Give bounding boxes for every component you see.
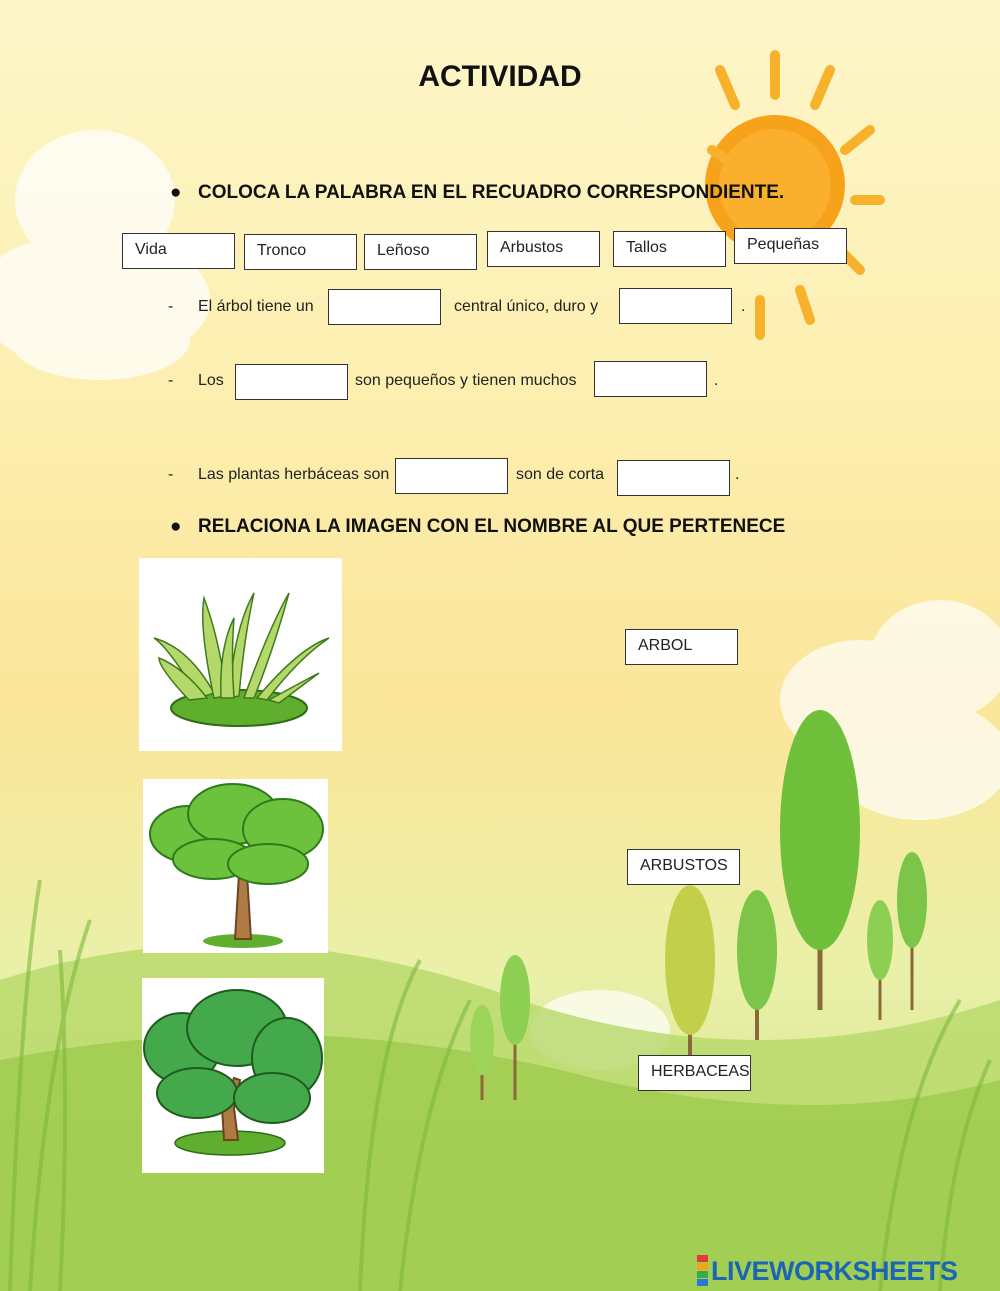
bullet-icon: ● bbox=[170, 516, 182, 537]
tree-icon bbox=[143, 779, 328, 953]
name-arbustos[interactable]: ARBUSTOS bbox=[627, 849, 740, 885]
name-herbaceas[interactable]: HERBACEAS bbox=[638, 1055, 751, 1091]
sentence-3-part-1: Las plantas herbáceas son bbox=[198, 466, 390, 483]
liveworksheets-logo bbox=[697, 1256, 958, 1286]
logo-text: LIVEWORKSHEETS bbox=[711, 1255, 958, 1286]
dash-3: - bbox=[168, 466, 174, 483]
instruction-text-2: RELACIONA LA IMAGEN CON EL NOMBRE AL QUE PERTENECE bbox=[198, 516, 786, 537]
image-grass-plant[interactable] bbox=[139, 558, 342, 751]
dash-1: - bbox=[168, 298, 174, 315]
blank-2a[interactable] bbox=[235, 364, 348, 400]
word-pequenas[interactable]: Pequeñas bbox=[734, 228, 847, 264]
image-tree[interactable] bbox=[143, 779, 328, 953]
sentence-3-part-2: son de corta bbox=[516, 466, 605, 483]
blank-3b[interactable] bbox=[617, 460, 730, 496]
word-vida[interactable]: Vida bbox=[122, 233, 235, 269]
bush-icon bbox=[142, 978, 324, 1173]
word-arbustos[interactable]: Arbustos bbox=[487, 231, 600, 267]
sentence-3-end: . bbox=[735, 466, 740, 483]
blank-1a[interactable] bbox=[328, 289, 441, 325]
sentence-1-part-1: El árbol tiene un bbox=[198, 298, 314, 315]
sentence-2-part-2: son pequeños y tienen muchos bbox=[355, 372, 577, 389]
blank-3a[interactable] bbox=[395, 458, 508, 494]
word-tallos[interactable]: Tallos bbox=[613, 231, 726, 267]
sentence-2-end: . bbox=[714, 372, 719, 389]
blank-2b[interactable] bbox=[594, 361, 707, 397]
sentence-2-part-1: Los bbox=[198, 372, 224, 389]
blank-1b[interactable] bbox=[619, 288, 732, 324]
image-bush[interactable] bbox=[142, 978, 324, 1173]
sentence-1-end: . bbox=[741, 298, 746, 315]
page-title: ACTIVIDAD bbox=[418, 60, 582, 93]
instruction-heading-1 bbox=[170, 182, 784, 204]
logo-badge-icon bbox=[697, 1255, 708, 1287]
dash-2: - bbox=[168, 372, 174, 389]
sentence-1-part-2: central único, duro y bbox=[454, 298, 599, 315]
bullet-icon: ● bbox=[170, 182, 182, 203]
instruction-text-1: COLOCA LA PALABRA EN EL RECUADRO CORRESPONDIENTE. bbox=[198, 182, 785, 203]
instruction-heading-2 bbox=[170, 516, 785, 538]
name-arbol[interactable]: ARBOL bbox=[625, 629, 738, 665]
word-tronco[interactable]: Tronco bbox=[244, 234, 357, 270]
grass-plant-icon bbox=[139, 558, 342, 751]
word-lenoso[interactable]: Leñoso bbox=[364, 234, 477, 270]
